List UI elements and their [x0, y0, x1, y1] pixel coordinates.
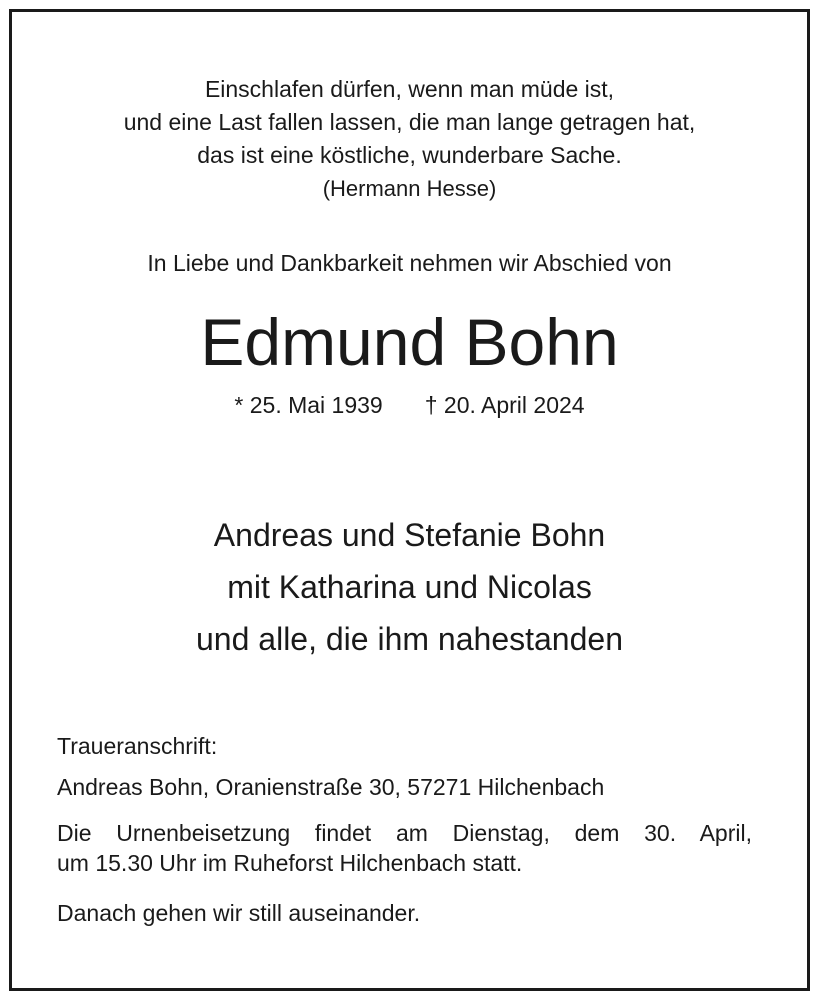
poem-line: Einschlafen dürfen, wenn man müde ist, [204, 76, 615, 102]
mourner-line: Andreas und Stefanie Bohn [213, 517, 606, 553]
mourning-address: Andreas Bohn, Oranienstraße 30, 57271 Hilchenbach [57, 774, 605, 800]
closing-note: Danach gehen wir still auseinander. [57, 900, 421, 926]
urn-burial-line: um 15.30 Uhr im Ruheforst Hilchenbach statt. [57, 850, 523, 876]
urn-burial-notice [57, 818, 752, 878]
poem-line: und eine Last fallen lassen, die man lange getragen hat, [123, 109, 696, 135]
farewell-intro: In Liebe und Dankbarkeit nehmen wir Abschied von [147, 250, 672, 276]
death-date: † 20. April 2024 [424, 392, 585, 418]
poem-line: das ist eine köstliche, wunderbare Sache. [197, 142, 622, 168]
urn-burial-line: Die Urnenbeisetzung findet am Dienstag, dem 30. April, [57, 820, 752, 846]
poem-quote [0, 73, 819, 172]
mourners-list [0, 509, 819, 665]
poem-author: (Hermann Hesse) [322, 176, 497, 201]
life-dates [0, 392, 819, 419]
mourner-line: und alle, die ihm nahestanden [196, 621, 623, 657]
birth-date: * 25. Mai 1939 [234, 392, 383, 418]
mourner-line: mit Katharina und Nicolas [227, 569, 592, 605]
deceased-name: Edmund Bohn [200, 305, 619, 379]
address-label: Traueranschrift: [57, 733, 218, 759]
